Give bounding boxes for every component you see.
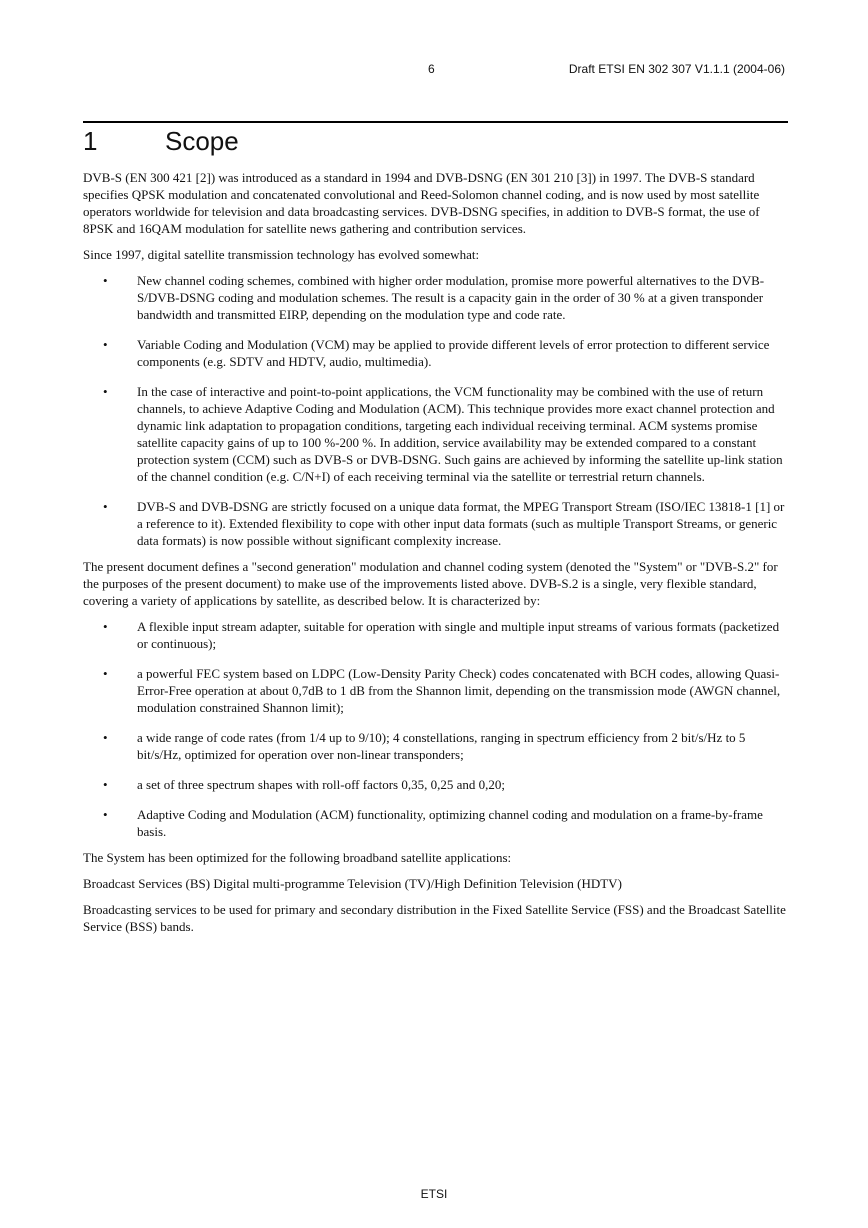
header-rule: [83, 121, 788, 123]
list-item: [83, 806, 788, 840]
optimized-paragraph: The System has been optimized for the following broadband satellite applications:: [83, 850, 512, 865]
evolution-list: [83, 272, 788, 549]
list-item-text: a set of three spectrum shapes with roll-off factors 0,35, 0,25 and 0,20;: [137, 777, 505, 792]
list-item-text: In the case of interactive and point-to-point applications, the VCM functionality may be combined with the use of return channels, to achieve Adaptive Coding and Modulation (ACM). This technique provides more exact channel protection and dynamic link adaptation to propagation conditions, targeting each individual receiving terminal. ACM systems promise satellite capacity gains of up to 100 %-200 %. In addition, service availability may be extended compared to a constant protection system (CCM) such as DVB-S or DVB-DSNG. Such gains are achieved by informing the satellite up-link station of the channel condition (e.g. C/N+I) of each receiving terminal via the satellite or terrestrial return channels.: [137, 384, 783, 484]
page-number: 6: [428, 62, 435, 76]
list-item: [83, 336, 788, 370]
bullet-icon: •: [103, 666, 108, 681]
page-footer: ETSI: [420, 1187, 448, 1201]
list-item: [83, 272, 788, 323]
list-item: [83, 665, 788, 716]
list-item-text: A flexible input stream adapter, suitable for operation with single and multiple input streams of various formats (packetized or continuous);: [137, 619, 780, 651]
list-item-text: DVB-S and DVB-DSNG are strictly focused on a unique data format, the MPEG Transport Stream (ISO/IEC 13818-1 [1] or a reference to it). Extended flexibility to cope with other input data formats (such as multiple Transport Streams, or generic data formats) is now possible without significant complexity increase.: [137, 499, 785, 548]
present-document-paragraph: The present document defines a "second generation" modulation and channel coding system (denoted the "System" or "DVB-S.2" for the purposes of the present document) to make use of the improvements listed above. DVB-S.2 is a single, very flexible standard, covering a variety of applications by satellite, as described below. It is characterized by:: [83, 559, 778, 608]
characteristics-list: [83, 618, 788, 840]
bullet-icon: •: [103, 273, 108, 288]
list-item-text: Variable Coding and Modulation (VCM) may be applied to provide different levels of error protection to different service components (e.g. SDTV and HDTV, audio, multimedia).: [137, 337, 770, 369]
bullet-icon: •: [103, 777, 108, 792]
bullet-icon: •: [103, 619, 108, 634]
bullet-icon: •: [103, 384, 108, 399]
evolution-paragraph: Since 1997, digital satellite transmission technology has evolved somewhat:: [83, 247, 480, 262]
section-title: Scope: [165, 126, 239, 156]
list-item: [83, 776, 788, 793]
bullet-icon: •: [103, 337, 108, 352]
broadcast-services-paragraph: Broadcast Services (BS) Digital multi-programme Television (TV)/High Definition Television (HDTV): [83, 876, 622, 891]
intro-paragraph: DVB-S (EN 300 421 [2]) was introduced as a standard in 1994 and DVB-DSNG (EN 301 210 [3]) in 1997. The DVB-S standard specifies QPSK modulation and concatenated convolutional and Reed-Solomon channel coding, and is now used by most satellite operators worldwide for television and data broadcasting services. DVB-DSNG specifies, in addition to DVB-S format, the use of 8PSK and 16QAM modulation for satellite news gathering and contribution services.: [83, 170, 760, 236]
body-text: [83, 169, 788, 944]
list-item-text: a powerful FEC system based on LDPC (Low-Density Parity Check) codes concatenated with BCH codes, allowing Quasi-Error-Free operation at about 0,7dB to 1 dB from the Shannon limit, depending on the transmission mode (AWGN channel, modulation constrained Shannon limit);: [137, 666, 781, 715]
list-item: [83, 618, 788, 652]
bullet-icon: •: [103, 730, 108, 745]
list-item-text: Adaptive Coding and Modulation (ACM) functionality, optimizing channel coding and modulation on a frame-by-frame basis.: [137, 807, 763, 839]
list-item: [83, 729, 788, 763]
list-item: [83, 498, 788, 549]
section-number: 1: [83, 126, 98, 156]
list-item-text: a wide range of code rates (from 1/4 up to 9/10); 4 constellations, ranging in spectrum efficiency from 2 bit/s/Hz to 5 bit/s/Hz, optimized for operation over non-linear transponders;: [137, 730, 746, 762]
broadcasting-distribution-paragraph: Broadcasting services to be used for primary and secondary distribution in the Fixed Satellite Service (FSS) and the Broadcast Satellite Service (BSS) bands.: [83, 902, 786, 934]
section-heading: [83, 126, 239, 157]
bullet-icon: •: [103, 499, 108, 514]
document-id: Draft ETSI EN 302 307 V1.1.1 (2004-06): [568, 62, 785, 76]
list-item-text: New channel coding schemes, combined with higher order modulation, promise more powerful alternatives to the DVB-S/DVB-DSNG coding and modulation schemes. The result is a capacity gain in the order of 30 % at a given transponder bandwidth and transmitted EIRP, depending on the modulation type and code rate.: [137, 273, 765, 322]
list-item: [83, 383, 788, 485]
bullet-icon: •: [103, 807, 108, 822]
